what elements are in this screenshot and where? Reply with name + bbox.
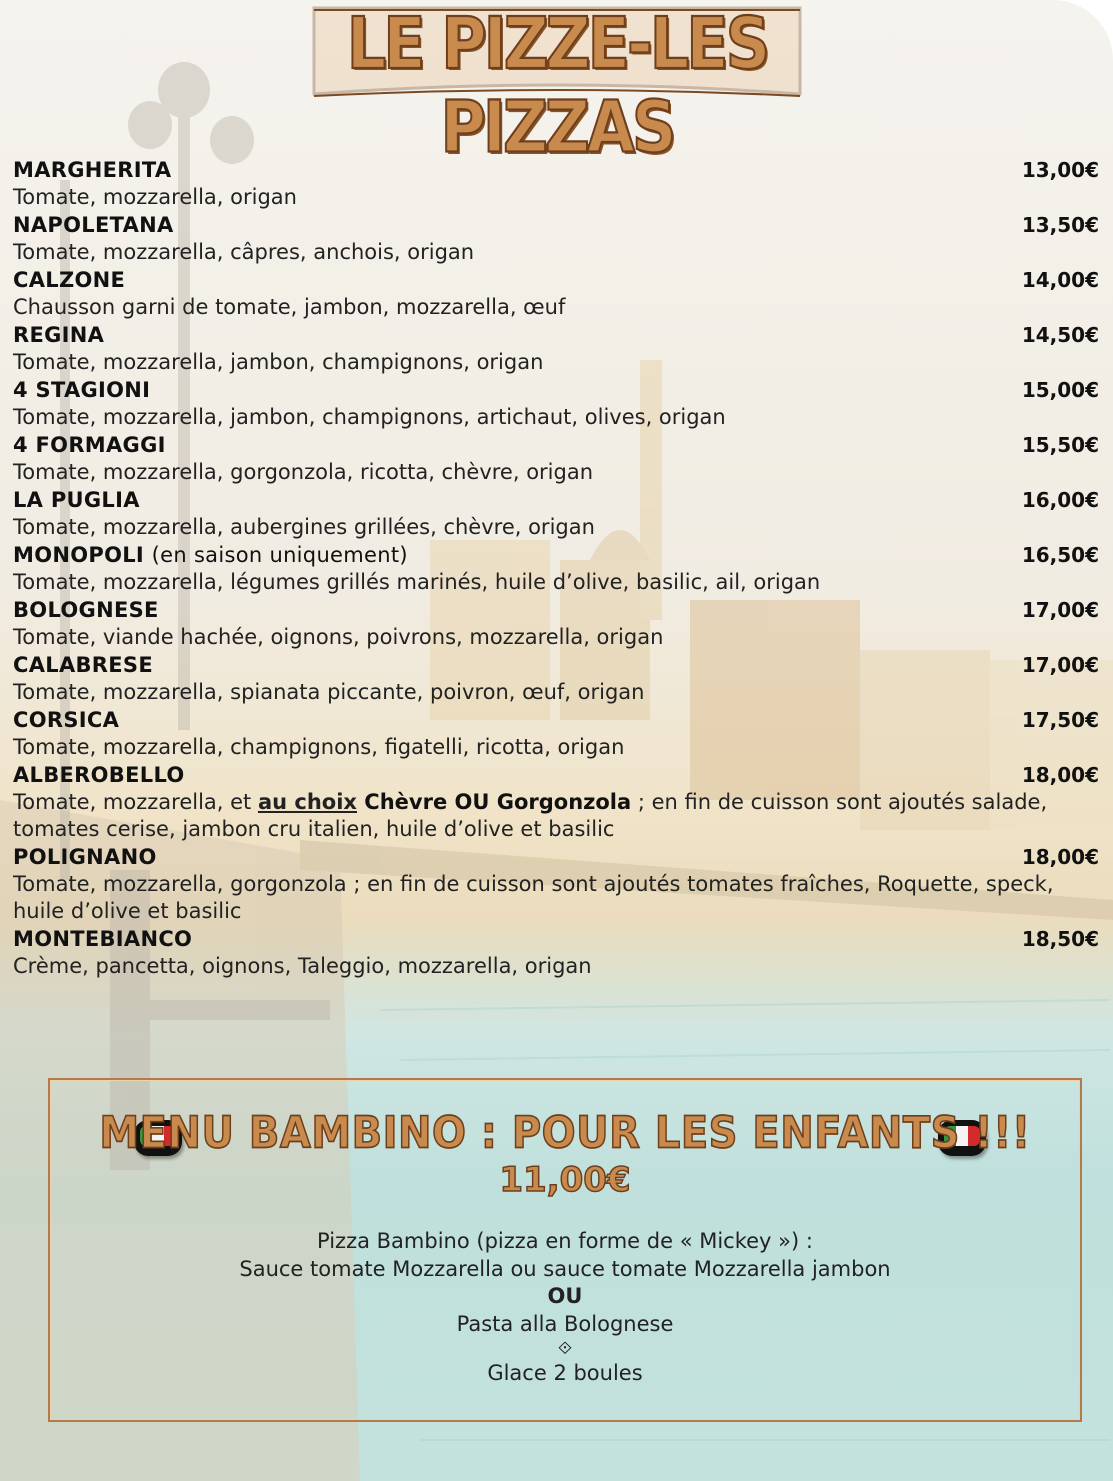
pizza-price: 18,00€ xyxy=(1021,763,1099,787)
pizza-name xyxy=(13,486,140,514)
pizza-name xyxy=(13,211,174,239)
pizza-name xyxy=(13,156,171,184)
pizza-note: (en saison uniquement) xyxy=(151,543,408,567)
pizza-item xyxy=(13,431,1099,486)
kids-menu-price: 11,00€ xyxy=(499,1160,631,1200)
desc-part: Tomate, mozzarella, et xyxy=(13,790,258,814)
pizza-name xyxy=(13,321,104,349)
pizza-name xyxy=(13,651,153,679)
pizza-name-text: MONOPOLI xyxy=(13,543,145,567)
pizza-name xyxy=(13,596,159,624)
pizza-name-text: 4 STAGIONI xyxy=(13,378,151,402)
pizza-description: Chausson garni de tomate, jambon, mozzarella, œuf xyxy=(13,295,566,319)
pizza-description: Tomate, viande hachée, oignons, poivrons, mozzarella, origan xyxy=(13,625,664,649)
pizza-price: 16,00€ xyxy=(1021,488,1099,512)
pizza-description: Tomate, mozzarella, aubergines grillées, chèvre, origan xyxy=(13,515,595,539)
pizza-price: 17,00€ xyxy=(1021,598,1099,622)
pizza-name xyxy=(13,925,192,953)
pizza-price: 17,50€ xyxy=(1021,708,1099,732)
pizza-name xyxy=(13,706,119,734)
pizza-description: Tomate, mozzarella, câpres, anchois, origan xyxy=(13,240,475,264)
pizza-price: 16,50€ xyxy=(1021,543,1099,567)
kids-menu-title: MENU BAMBINO : POUR LES ENFANTS !!! xyxy=(99,1107,1031,1159)
pizza-name-text: NAPOLETANA xyxy=(13,213,174,237)
pizza-description: Tomate, mozzarella, gorgonzola, ricotta, chèvre, origan xyxy=(13,460,594,484)
pizza-price: 13,00€ xyxy=(1021,158,1099,182)
pizza-name-text: MARGHERITA xyxy=(13,158,172,182)
pizza-item xyxy=(13,541,1099,596)
pizza-list xyxy=(13,156,1099,980)
pizza-price: 18,00€ xyxy=(1021,845,1099,869)
kids-menu-or: OU xyxy=(547,1284,583,1308)
pizza-name-text: CORSICA xyxy=(13,708,120,732)
pizza-description: Tomate, mozzarella, spianata piccante, poivron, œuf, origan xyxy=(13,680,645,704)
pizza-name-text: BOLOGNESE xyxy=(13,598,159,622)
pizza-name-text: POLIGNANO xyxy=(13,845,157,869)
pizza-item xyxy=(13,925,1099,980)
kids-menu-line: Pasta alla Bolognese xyxy=(456,1311,674,1336)
pizza-description: Tomate, mozzarella, origan xyxy=(13,185,297,209)
pizza-name xyxy=(13,266,125,294)
pizza-item-alberobello xyxy=(13,761,1099,843)
pizza-description: Crème, pancetta, oignons, Taleggio, mozzarella, origan xyxy=(13,954,592,978)
pizza-price: 15,00€ xyxy=(1021,378,1099,402)
pizza-description: Tomate, mozzarella, jambon, champignons, origan xyxy=(13,350,544,374)
kids-menu-line: Pizza Bambino (pizza en forme de « Mickey ») : xyxy=(317,1229,813,1253)
menu-title xyxy=(312,1,802,169)
desc-part: ; en fin de cuisson sont ajoutés salade, tomates cerise, jambon cru italien, huile d’olive et basilic xyxy=(13,790,1048,841)
pizza-description: Tomate, mozzarella, jambon, champignons, artichaut, olives, origan xyxy=(13,405,726,429)
pizza-description: Tomate, mozzarella, gorgonzola ; en fin de cuisson sont ajoutés tomates fraîches, Roquette, speck, huile d’olive et basilic xyxy=(13,872,1054,923)
pizza-name: ALBEROBELLO xyxy=(13,763,185,787)
pizza-item xyxy=(13,211,1099,266)
pizza-item xyxy=(13,486,1099,541)
pizza-name xyxy=(13,376,150,404)
pizza-description: Tomate, mozzarella, légumes grillés marinés, huile d’olive, basilic, ail, origan xyxy=(13,570,821,594)
pizza-price: 17,00€ xyxy=(1021,653,1099,677)
pizza-item xyxy=(13,156,1099,211)
pizza-item xyxy=(13,843,1099,925)
desc-options: Chèvre OU Gorgonzola xyxy=(356,790,632,814)
pizza-item xyxy=(13,651,1099,706)
pizza-name xyxy=(13,843,157,871)
pizza-name-text: MONTEBIANCO xyxy=(13,927,193,951)
pizza-name-text: CALABRESE xyxy=(13,653,153,677)
pizza-name-text: CALZONE xyxy=(13,268,126,292)
pizza-name xyxy=(13,541,408,569)
pizza-price: 14,00€ xyxy=(1021,268,1099,292)
pizza-item xyxy=(13,266,1099,321)
pizza-name-text: LA PUGLIA xyxy=(13,488,140,512)
kids-menu-content xyxy=(50,1228,1080,1388)
pizza-item xyxy=(13,596,1099,651)
pizza-item xyxy=(13,706,1099,761)
pizza-price: 18,50€ xyxy=(1021,927,1099,951)
pizza-name xyxy=(13,431,166,459)
menu-title-text: LE PIZZE-LES PIZZAS xyxy=(346,1,768,169)
pizza-price: 14,50€ xyxy=(1021,323,1099,347)
pizza-price: 15,50€ xyxy=(1021,433,1099,457)
pizza-item xyxy=(13,376,1099,431)
diamond-separator-icon: ⟐ xyxy=(557,1338,573,1359)
pizza-name-text: 4 FORMAGGI xyxy=(13,433,166,457)
desc-choice: au choix xyxy=(257,790,357,814)
kids-menu-box xyxy=(48,1078,1082,1422)
pizza-description: Tomate, mozzarella, champignons, figatelli, ricotta, origan xyxy=(13,735,625,759)
pizza-description xyxy=(13,789,1099,843)
pizza-price: 13,50€ xyxy=(1021,213,1099,237)
pizza-item xyxy=(13,321,1099,376)
pizza-name-text: REGINA xyxy=(13,323,105,347)
kids-menu-line: Glace 2 boules xyxy=(487,1361,643,1385)
kids-menu-line: Sauce tomate Mozzarella ou sauce tomate Mozzarella jambon xyxy=(239,1256,891,1281)
